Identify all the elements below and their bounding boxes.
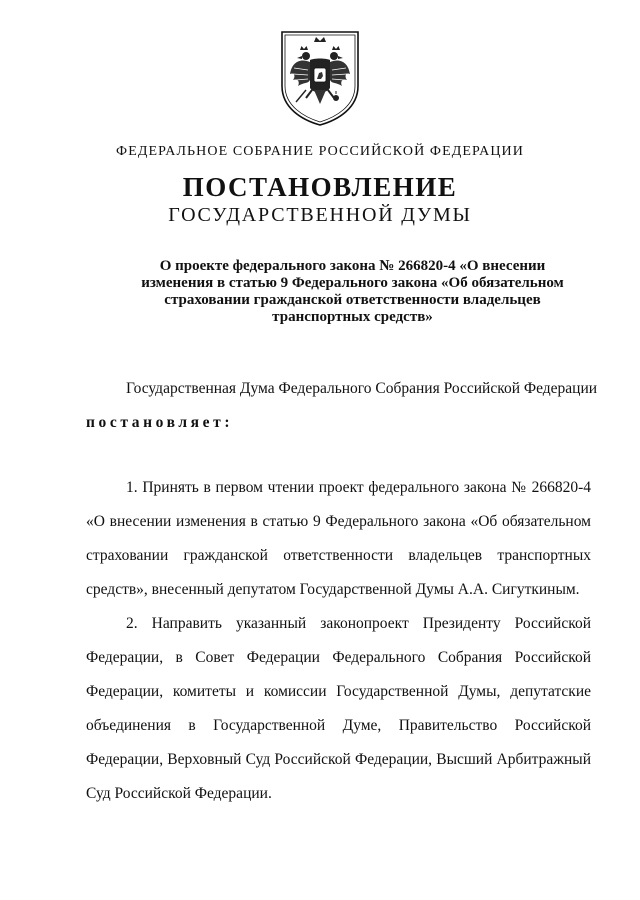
subject-line: страховании гражданской ответственности владельцев xyxy=(164,292,541,308)
paragraph-1-line: «О внесении изменения в статью 9 Федерального закона «Об обязательном xyxy=(86,513,591,530)
double-headed-eagle-icon xyxy=(276,28,364,128)
paragraph-1-line: страховании гражданской ответственности владельцев транспортных xyxy=(86,547,591,564)
document-issuer: ГОСУДАРСТВЕННОЙ ДУМЫ xyxy=(168,204,472,226)
coat-of-arms-emblem xyxy=(276,28,364,128)
subject-line: О проекте федерального закона № 266820-4 «О внесении xyxy=(159,258,546,274)
paragraph-1-line: средств», внесенный депутатом Государственной Думы А.А. Сигуткиным. xyxy=(86,581,580,598)
paragraph-2-line: объединения в Государственной Думе, Правительство Российской xyxy=(86,717,591,734)
paragraph-2-line: 2. Направить указанный законопроект Президенту Российской xyxy=(126,615,591,632)
decree-word: постановляет: xyxy=(86,414,234,431)
resolution-subject xyxy=(120,258,585,326)
intro-text: Государственная Дума Федерального Собрания Российской Федерации xyxy=(126,380,598,397)
subject-line: транспортных средств» xyxy=(272,309,433,325)
paragraph-1-line: 1. Принять в первом чтении проект федерального закона № 266820-4 xyxy=(126,479,591,496)
organization-name: ФЕДЕРАЛЬНОЕ СОБРАНИЕ РОССИЙСКОЙ ФЕДЕРАЦИИ xyxy=(116,144,524,159)
paragraph-2-line: Суд Российской Федерации. xyxy=(86,785,272,802)
paragraph-2-line: Федерации, комитеты и комиссии Государственной Думы, депутатские xyxy=(86,683,591,700)
paragraph-2-line: Федерации, Верховный Суд Российской Федерации, Высший Арбитражный xyxy=(86,751,591,768)
document-type-title: ПОСТАНОВЛЕНИЕ xyxy=(182,172,458,202)
subject-line: изменения в статью 9 Федерального закона «Об обязательном xyxy=(141,275,564,291)
paragraph-2-line: Федерации, в Совет Федерации Федерального Собрания Российской xyxy=(86,649,591,666)
